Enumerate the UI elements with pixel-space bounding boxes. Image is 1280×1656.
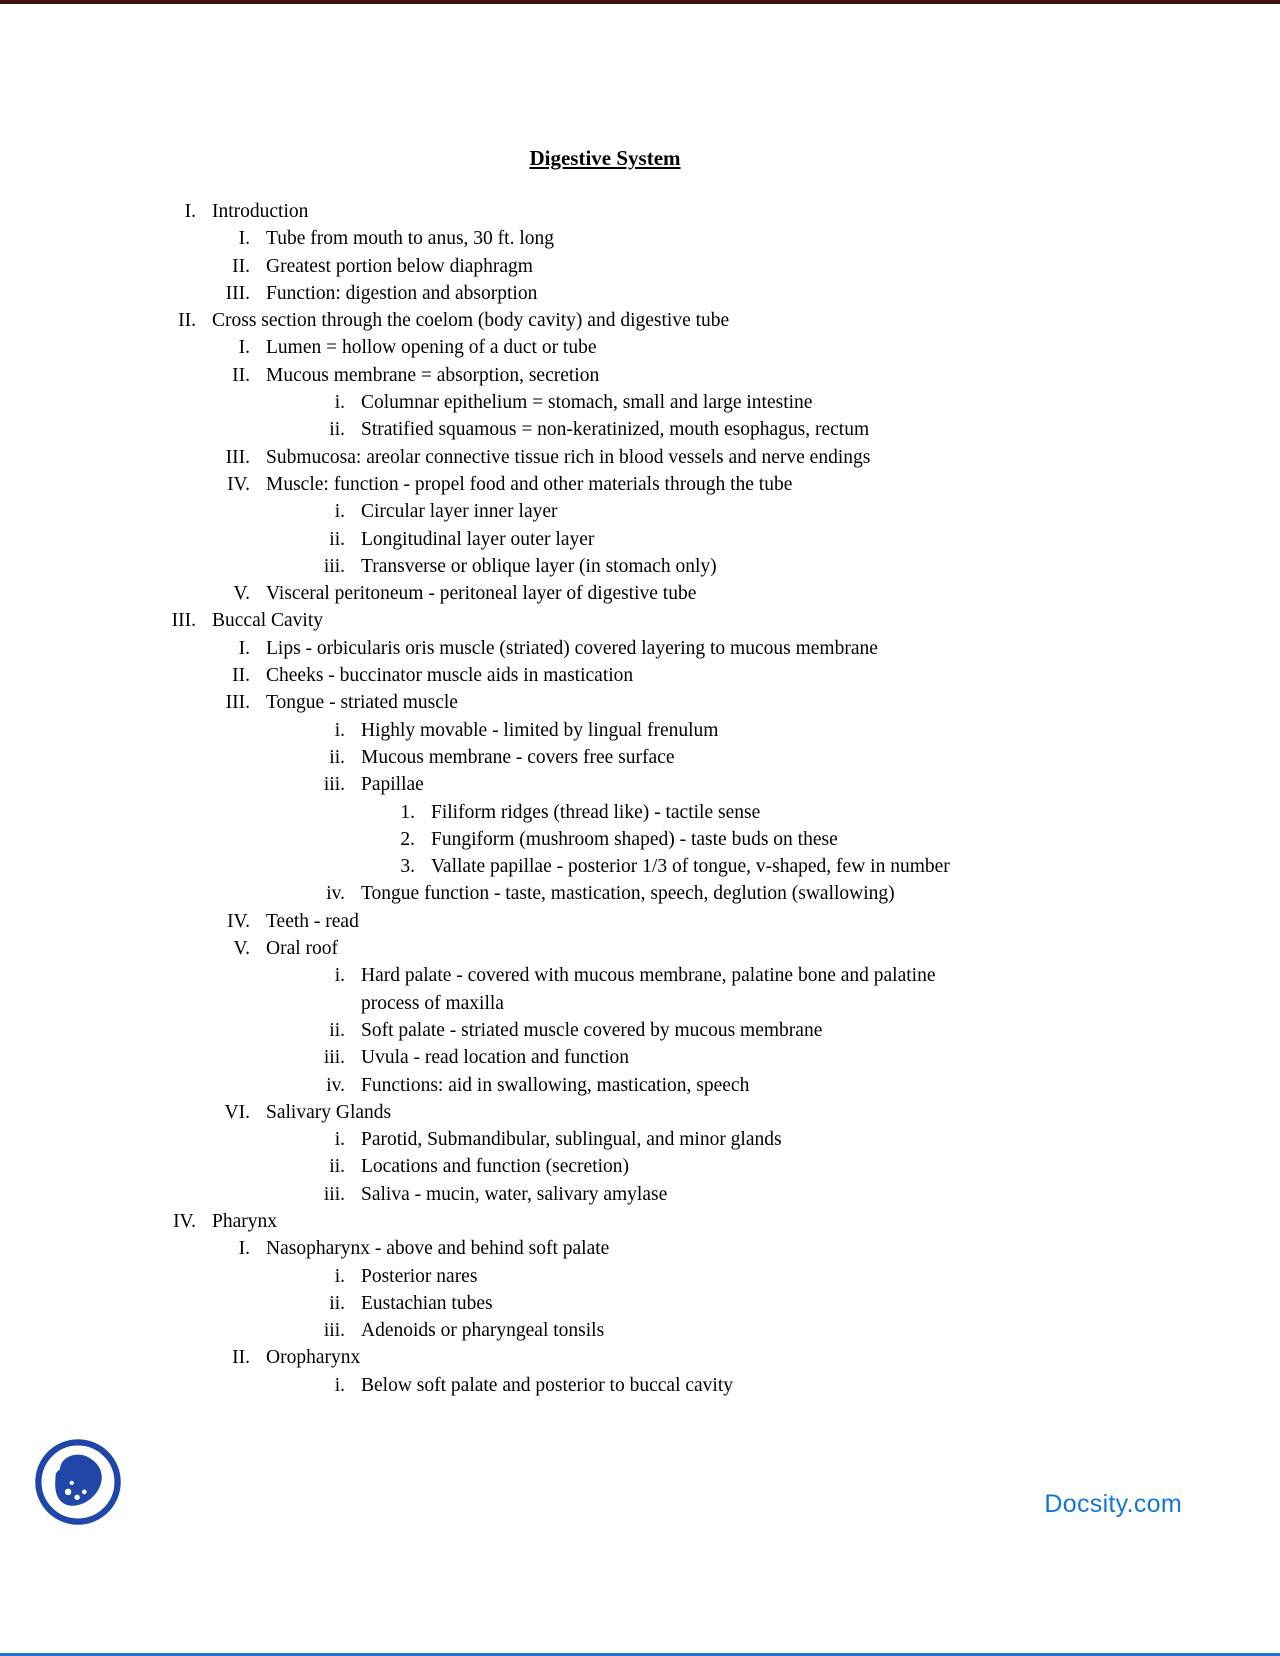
outline-item-marker: iv. [326,883,345,905]
outline-item-marker: ii. [329,1156,345,1178]
outline-item-marker: iv. [326,1074,345,1096]
outline-item-text: Introduction [212,201,309,222]
outline-item-text: Greatest portion below diaphragm [266,255,533,277]
outline-item-marker: V. [233,583,250,605]
outline-item [0,689,1170,716]
outline-item-marker: iii. [323,555,345,577]
outline-item [0,253,1170,280]
outline-item [0,935,1170,962]
outline-item-marker: i. [334,1374,345,1396]
outline-item-marker: i. [334,1265,345,1287]
outline-item [0,717,1170,744]
outline-item-text: Nasopharynx - above and behind soft palate [266,1238,610,1260]
outline-item [0,280,1170,307]
outline-item-text: Stratified squamous = non-keratinized, mouth esophagus, rectum [361,419,870,441]
outline-item-marker: iii. [323,1320,345,1342]
outline-item [0,1099,1170,1126]
outline-item [0,635,1170,662]
outline-item [0,1072,1170,1099]
outline-item-marker: ii. [329,746,345,768]
outline-item-marker: IV. [227,473,250,495]
outline-item [0,553,1170,580]
outline-item-marker: II. [232,255,250,277]
outline-item-marker: I. [238,1238,250,1260]
outline-item-marker: V. [233,938,250,960]
outline-item-text: Buccal Cavity [212,610,324,632]
outline-item-marker: 1. [400,801,415,823]
outline-item-marker: I. [238,337,250,359]
outline-item-text: Parotid, Submandibular, sublingual, and minor glands [361,1129,782,1151]
outline-item [0,853,1170,880]
outline-item [0,880,1170,907]
outline-item-text: Functions: aid in swallowing, mastication, speech [361,1074,750,1096]
outline-item-marker: ii. [329,1019,345,1041]
outline-item-marker: iii. [323,1047,345,1069]
outline-item-text: Muscle: function - propel food and other materials through the tube [266,473,793,495]
outline-item-text: Salivary Glands [266,1101,392,1123]
outline-item-marker: III. [171,610,196,632]
outline-item [0,908,1170,935]
outline-item-marker: IV. [227,910,250,932]
outline-item-text: Highly movable - limited by lingual frenulum [361,719,719,741]
outline-item [0,416,1170,443]
outline-item-text: Papillae [361,774,424,796]
outline-item-marker: II. [178,310,196,332]
docsity-wordmark-link[interactable]: Docsity.com [1044,1490,1182,1518]
outline-item-text: Locations and function (secretion) [361,1156,630,1178]
outline-item-text: Lumen = hollow opening of a duct or tube [266,337,597,359]
outline-item-marker: i. [334,501,345,523]
outline-item [0,799,1170,826]
outline-item [0,1208,1170,1235]
outline-item-text: Tube from mouth to anus, 30 ft. long [266,228,554,250]
outline-item [0,198,1170,225]
outline-item [0,580,1170,607]
outline-item-text: Tongue - striated muscle [266,692,458,714]
outline-item-marker: IV. [173,1210,196,1232]
outline-item [0,1290,1170,1317]
outline-item [0,607,1170,634]
outline-item-text: Transverse or oblique layer (in stomach only) [361,555,717,577]
outline-item-text: Oral roof [266,938,339,960]
docsity-ocarina-icon [33,1437,123,1527]
outline-item-marker: II. [232,364,250,386]
outline-item-text: Longitudinal layer outer layer [361,528,595,550]
outline-item [0,826,1170,853]
outline-item-marker: i. [334,965,345,987]
outline-item-marker: iii. [323,774,345,796]
outline-item [0,334,1170,361]
outline-item-text: Filiform ridges (thread like) - tactile sense [431,801,761,823]
outline-item [0,1235,1170,1262]
outline-item [0,1044,1170,1071]
outline-item-text: Soft palate - striated muscle covered by mucous membrane [361,1019,823,1041]
outline-item [0,307,1170,334]
outline-item [0,362,1170,389]
outline-item [0,1126,1170,1153]
outline-item [0,1153,1170,1180]
outline-item-marker: 3. [400,856,415,878]
outline-item-text: Fungiform (mushroom shaped) - taste buds on these [431,828,838,850]
outline-item-text: Mucous membrane = absorption, secretion [266,364,600,386]
outline-item-text: Cross section through the coelom (body cavity) and digestive tube [212,310,730,332]
outline-item [0,526,1170,553]
outline-item-marker: III. [225,282,250,304]
outline-item-text-continuation: process of maxilla [361,992,504,1014]
outline-item [0,1017,1170,1044]
outline-item-marker: III. [225,446,250,468]
outline-item [0,1181,1170,1208]
outline-item-marker: iii. [323,1183,345,1205]
outline-item-text: Vallate papillae - posterior 1/3 of tongue, v-shaped, few in number [431,856,950,878]
outline-item-marker: I. [238,637,250,659]
outline-item-marker: i. [334,719,345,741]
outline-item-text: Tongue function - taste, mastication, speech, deglution (swallowing) [361,883,895,905]
docsity-logo[interactable] [33,1437,123,1527]
outline-item-marker: ii. [329,419,345,441]
outline-item-marker: i. [334,1129,345,1151]
outline-item [0,1344,1170,1371]
outline-item-text: Posterior nares [361,1265,478,1287]
outline-item [0,771,1170,798]
outline-item [0,471,1170,498]
outline-item-text: Hard palate - covered with mucous membrane, palatine bone and palatine process of maxilla [361,962,1170,1017]
outline-item-text: Below soft palate and posterior to buccal cavity [361,1374,734,1396]
outline-item-text: Lips - orbicularis oris muscle (striated) covered layering to mucous membrane [266,637,878,659]
outline-item [0,962,1170,1017]
outline-item [0,1372,1170,1399]
outline-item-text: Saliva - mucin, water, salivary amylase [361,1183,668,1205]
outline-item-marker: ii. [329,528,345,550]
outline-item-text: Submucosa: areolar connective tissue rich in blood vessels and nerve endings [266,446,871,468]
outline-item-text: Mucous membrane - covers free surface [361,746,675,768]
outline-item-text: Columnar epithelium = stomach, small and large intestine [361,392,813,414]
outline-item-text: Uvula - read location and function [361,1047,630,1069]
outline-item [0,444,1170,471]
outline-item-marker: II. [232,665,250,687]
outline-item [0,744,1170,771]
outline-item-marker: 2. [400,828,415,850]
outline-item [0,1317,1170,1344]
outline-item [0,662,1170,689]
outline-item-text: Circular layer inner layer [361,501,558,523]
outline-item-text: Pharynx [212,1210,277,1232]
outline-item-marker: I. [238,228,250,250]
outline-item-text: Cheeks - buccinator muscle aids in mastication [266,665,634,687]
outline-item-text: Teeth - read [266,910,359,932]
outline-item-marker: VI. [224,1101,250,1123]
outline-item-marker: I. [184,201,196,222]
outline-item-marker: i. [334,392,345,414]
outline-item-text: Eustachian tubes [361,1292,493,1314]
outline-item-marker: ii. [329,1292,345,1314]
outline-item [0,498,1170,525]
outline-list [0,198,1170,1399]
outline-item-text: Adenoids or pharyngeal tonsils [361,1320,605,1342]
outline-item-marker: III. [225,692,250,714]
outline-item-text: Function: digestion and absorption [266,282,538,304]
outline-item [0,389,1170,416]
outline-item [0,225,1170,252]
outline-item-marker: II. [232,1347,250,1369]
page-title: Digestive System [529,146,681,170]
outline-item [0,1263,1170,1290]
outline-item-text: Visceral peritoneum - peritoneal layer of digestive tube [266,583,697,605]
outline-item-text: Oropharynx [266,1347,361,1369]
